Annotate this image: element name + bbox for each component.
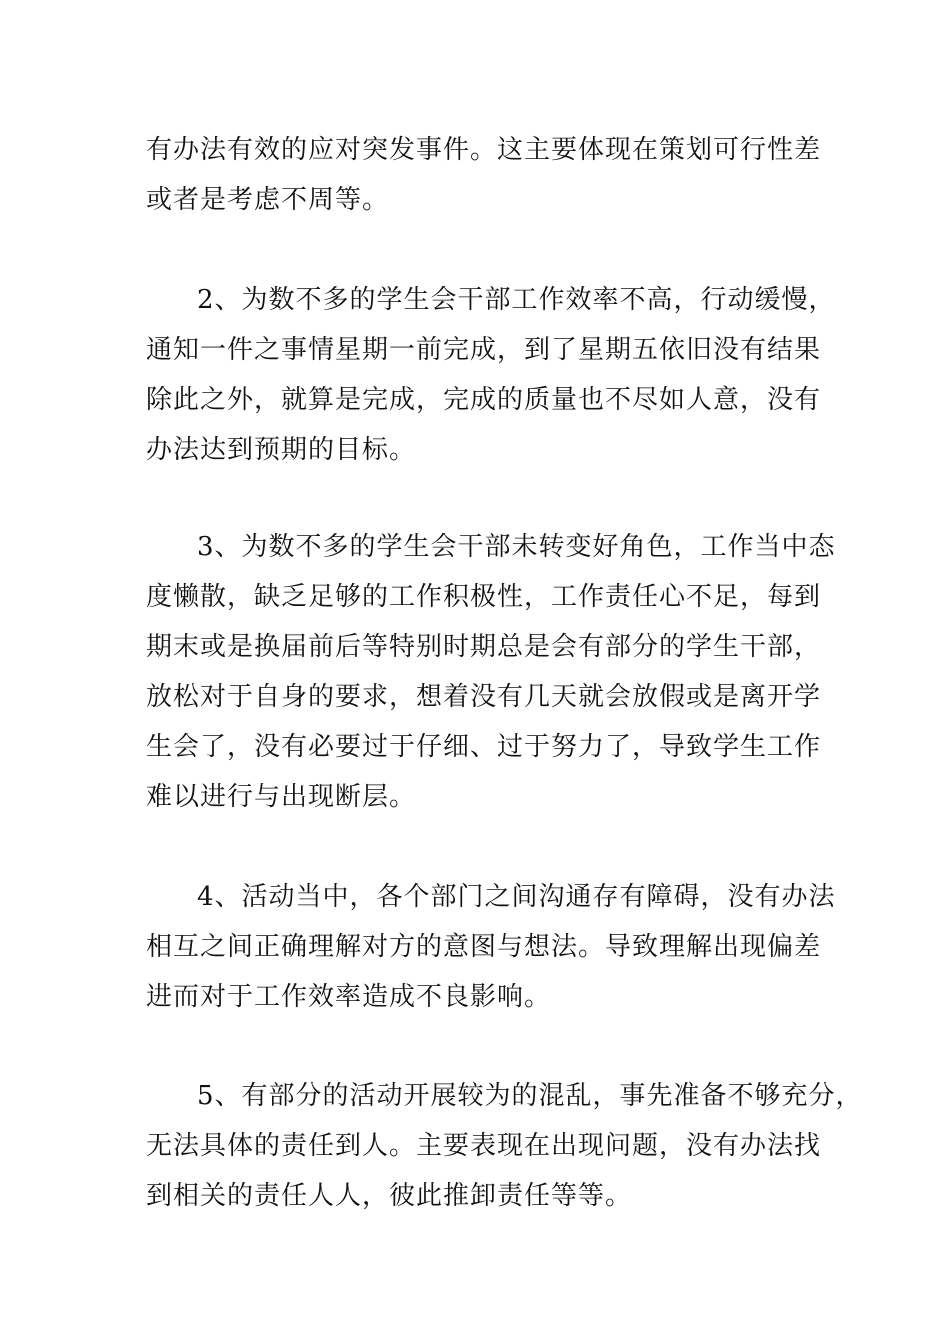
paragraph-1-line-2: 或者是考虑不周等。 [146,185,390,215]
paragraph-4-line-2: 相互之间正确理解对方的意图与想法。导致理解出现偏差 [146,932,822,962]
paragraph-1-line-1: 有办法有效的应对突发事件。这主要体现在策划可行性差 [146,135,822,165]
paragraph-3-line-6: 难以进行与出现断层。 [146,782,417,812]
paragraph-5-line-1: 5、有部分的活动开展较为的混乱，事先准备不够充分， [197,1081,863,1111]
paragraph-2-line-4: 办法达到预期的目标。 [146,435,417,465]
paragraph-4-line-3: 进而对于工作效率造成不良影响。 [146,982,552,1012]
paragraph-3-line-1: 3、为数不多的学生会干部未转变好角色，工作当中态 [197,532,836,562]
paragraph-5-line-2: 无法具体的责任到人。主要表现在出现问题，没有办法找 [146,1131,822,1161]
paragraph-3-line-5: 生会了，没有必要过于仔细、过于努力了，导致学生工作 [146,732,822,762]
paragraph-3-line-3: 期末或是换届前后等特别时期总是会有部分的学生干部， [146,632,822,662]
paragraph-3-line-2: 度懒散，缺乏足够的工作积极性，工作责任心不足，每到 [146,582,822,612]
paragraph-2-line-3: 除此之外，就算是完成，完成的质量也不尽如人意，没有 [146,385,822,415]
paragraph-4-line-1: 4、活动当中，各个部门之间沟通存有障碍，没有办法 [197,882,836,912]
paragraph-2-line-1: 2、为数不多的学生会干部工作效率不高，行动缓慢， [197,285,836,315]
paragraph-2-line-2: 通知一件之事情星期一前完成，到了星期五依旧没有结果 [146,335,822,365]
paragraph-5-line-3: 到相关的责任人人，彼此推卸责任等等。 [146,1181,633,1211]
paragraph-3-line-4: 放松对于自身的要求，想着没有几天就会放假或是离开学 [146,682,822,712]
